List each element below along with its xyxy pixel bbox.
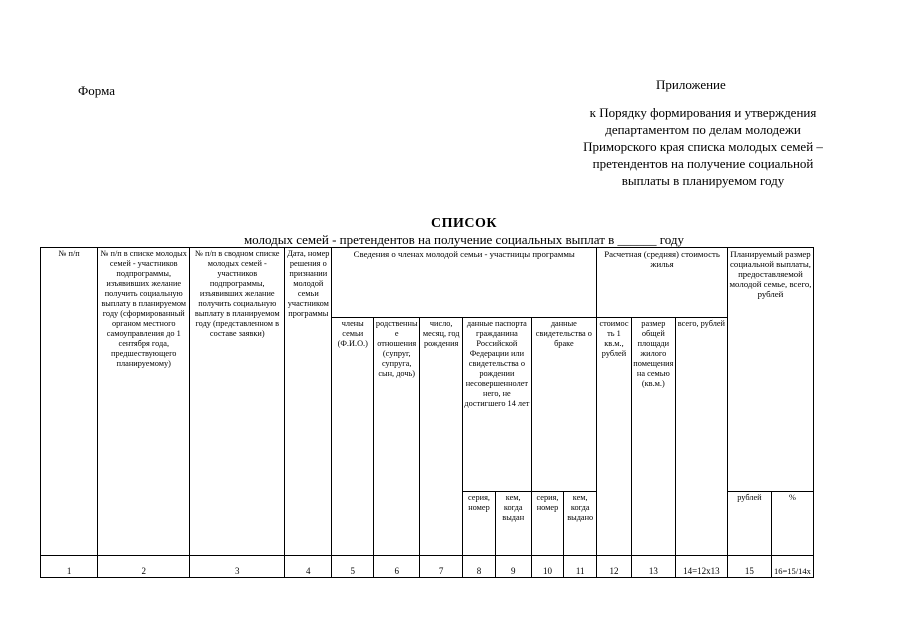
col-number-12: 12 (597, 556, 632, 578)
form-label: Форма (78, 83, 115, 98)
col-header-10-11: данные свидетельства о браке (531, 318, 597, 492)
appendix-line: претендентов на получение социальной (592, 156, 814, 171)
col-header-9: кем, когда выдан (495, 492, 531, 556)
col-header-2: № п/п в списке молодых семей - участников подпрограммы, изъявивших желание получить социальную выплату в планируемом году (сформированный органом местного самоуправления до 1 сентября года, предшествующего планируемому) (98, 248, 190, 556)
col-number-4: 4 (285, 556, 332, 578)
col-number-1: 1 (41, 556, 98, 578)
col-header-10: серия, номер (531, 492, 564, 556)
appendix-line: Приморского края списка молодых семей – (583, 139, 823, 154)
col-header-11: кем, когда выдано (564, 492, 597, 556)
col-header-16: % (771, 492, 813, 556)
col-header-15: рублей (727, 492, 771, 556)
col-header-3: № п/п в сводном списке молодых семей - участников подпрограммы, изъявивших желание получить социальную выплату в планируемом году (представленном в составе заявки) (190, 248, 285, 556)
col-number-16: 16=15/14х (771, 556, 813, 578)
appendix-line: департаментом по делам молодежи (605, 122, 801, 137)
document-title: СПИСОК (430, 216, 498, 231)
col-number-10: 10 (531, 556, 564, 578)
col-number-9: 9 (495, 556, 531, 578)
col-header-14: всего, рублей (675, 318, 727, 556)
families-table-container (40, 247, 814, 578)
col-number-2: 2 (98, 556, 190, 578)
col-header-5: члены семьи (Ф.И.О.) (332, 318, 374, 556)
col-number-8: 8 (463, 556, 496, 578)
col-header-8: серия, номер (463, 492, 496, 556)
col-number-5: 5 (332, 556, 374, 578)
appendix-line: к Порядку формирования и утверждения (589, 105, 817, 120)
appendix-line: выплаты в планируемом году (621, 173, 785, 188)
group-header-payment: Планируемый размер социальной выплаты, предоставляемой молодой семье, всего, рублей (727, 248, 813, 492)
col-header-1: № п/п (41, 248, 98, 556)
appendix-text (548, 104, 858, 189)
col-header-8-9: данные паспорта гражданина Российской Федерации или свидетельства о рождении несовершеннолетнего, не достигшего 14 лет (463, 318, 531, 492)
col-number-7: 7 (420, 556, 463, 578)
col-header-12: стоимость 1 кв.м., рублей (597, 318, 632, 556)
col-number-15: 15 (727, 556, 771, 578)
col-header-7: число, месяц, год рождения (420, 318, 463, 556)
col-number-14: 14=12х13 (675, 556, 727, 578)
col-header-13: размер общей площади жилого помещения на семью (кв.м.) (631, 318, 675, 556)
col-number-11: 11 (564, 556, 597, 578)
families-table (40, 247, 814, 578)
group-header-cost: Расчетная (средняя) стоимость жилья (597, 248, 728, 318)
appendix-title: Приложение (656, 77, 726, 92)
group-header-family: Сведения о членах молодой семьи - участницы программы (332, 248, 597, 318)
col-header-6: родственные отношения (супруг, супруга, сын, дочь) (374, 318, 420, 556)
document-subtitle: молодых семей - претендентов на получение социальных выплат в ______ году (243, 232, 685, 247)
col-number-13: 13 (631, 556, 675, 578)
col-header-4: Дата, номер решения о признании молодой семьи участником программы (285, 248, 332, 556)
col-number-6: 6 (374, 556, 420, 578)
col-number-3: 3 (190, 556, 285, 578)
